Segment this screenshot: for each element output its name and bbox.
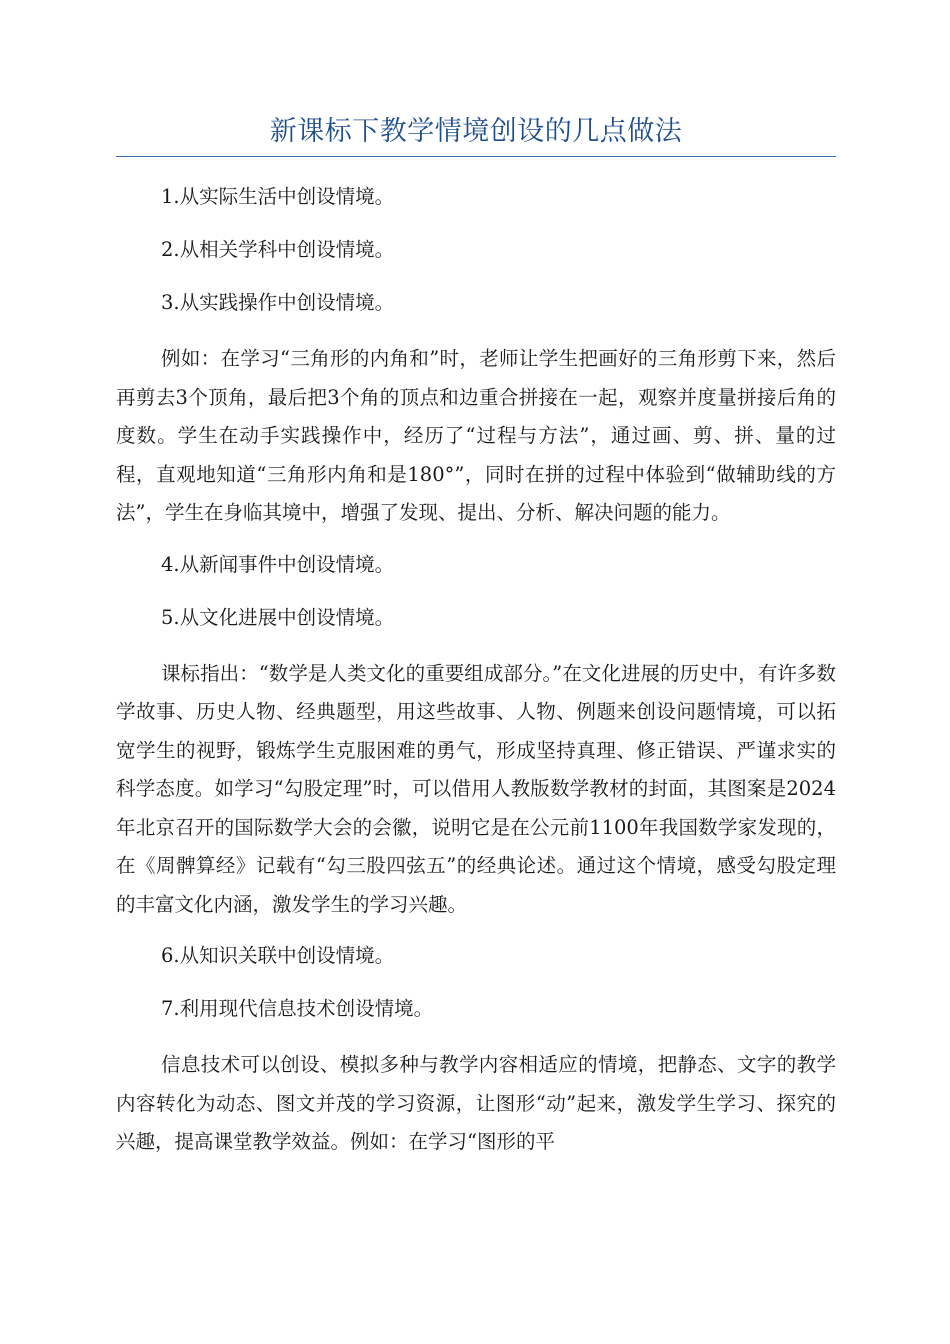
document-title: 新课标下教学情境创设的几点做法 <box>116 112 836 157</box>
list-item: 6.从知识关联中创设情境。 <box>161 944 395 967</box>
list-item: 3.从实践操作中创设情境。 <box>161 291 395 314</box>
document-body <box>116 181 836 1162</box>
list-item: 7.利用现代信息技术创设情境。 <box>161 997 434 1020</box>
list-item: 5.从文化进展中创设情境。 <box>161 605 395 629</box>
list-item: 2.从相关学科中创设情境。 <box>161 238 395 261</box>
body-paragraph: 课标指出：“数学是人类文化的重要组成部分。”在文化进展的历史中，有许多数学故事、历史人物、经典题型，用这些故事、人物、例题来创设问题情境，可以拓宽学生的视野，锻炼学生克服困难的勇气，形成坚持真理、修正错误、严谨求实的科学态度。如学习“勾股定理”时，可以借用人教版数学教材的封面，其图案是2024年北京召开的国际数学大会的会徽，说明它是在公元前1100年我国数学家发现的，在《周髀算经》记载有“勾三股四弦五”的经典论述。通过这个情境，感受勾股定理的丰富文化内涵，激发学生的学习兴趣。 <box>116 661 836 916</box>
list-item: 4.从新闻事件中创设情境。 <box>161 552 395 576</box>
body-paragraph: 信息技术可以创设、模拟多种与教学内容相适应的情境，把静态、文字的教学内容转化为动态、图文并茂的学习资源，让图形“动”起来，激发学生学习、探究的兴趣，提高课堂教学效益。例如：在学习“图形的平 <box>116 1053 836 1153</box>
body-paragraph: 例如：在学习“三角形的内角和”时，老师让学生把画好的三角形剪下来，然后再剪去3个顶角，最后把3个角的顶点和边重合拼接在一起，观察并度量拼接后角的度数。学生在动手实践操作中，经历了“过程与方法”，通过画、剪、拼、量的过程，直观地知道“三角形内角和是180°”，同时在拼的过程中体验到“做辅助线的方法”，学生在身临其境中，增强了发现、提出、分析、解决问题的能力。 <box>116 347 836 524</box>
document-page <box>116 112 836 1176</box>
list-item: 1.从实际生活中创设情境。 <box>161 185 395 208</box>
